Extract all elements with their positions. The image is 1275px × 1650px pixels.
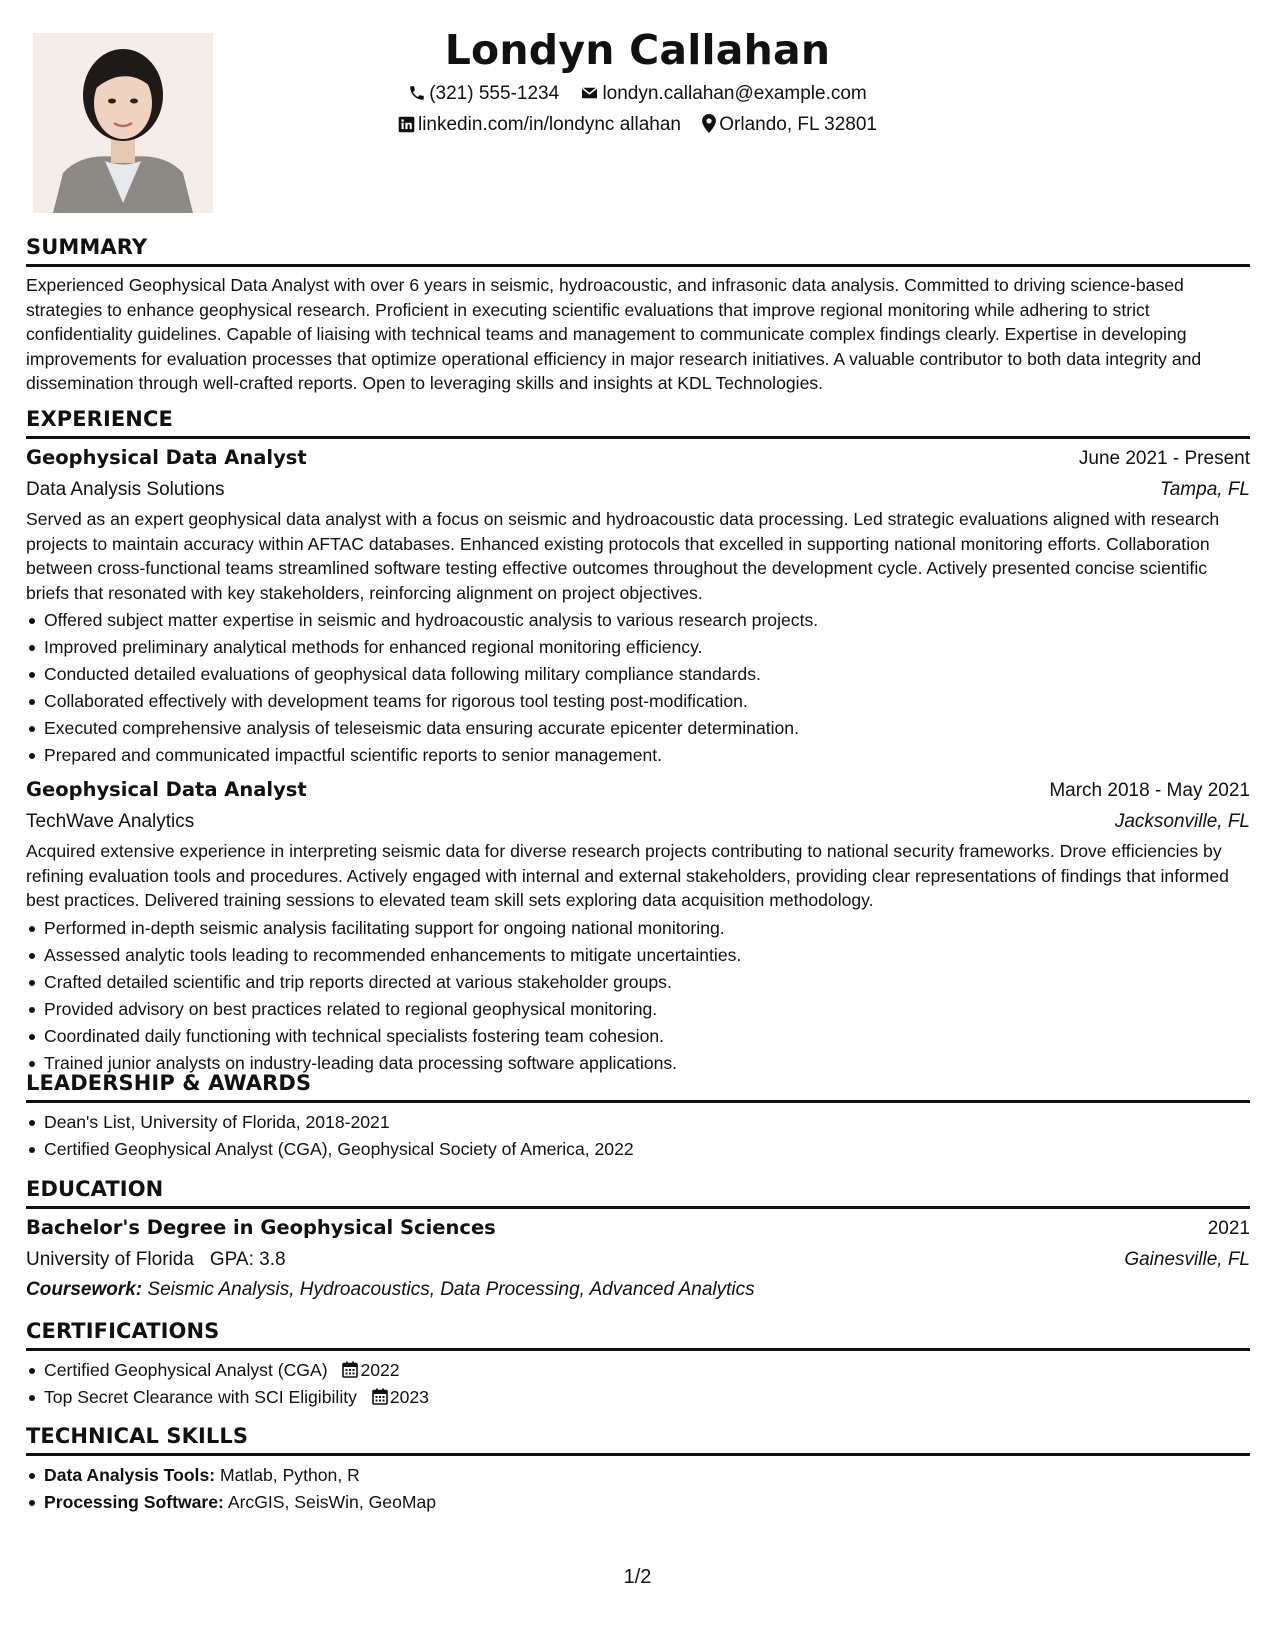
job-header xyxy=(26,443,1250,474)
cert-year: 2022 xyxy=(360,1360,400,1380)
job-bullets xyxy=(26,607,1250,769)
contact-line-1 xyxy=(0,78,1275,109)
job-entry xyxy=(26,443,1250,769)
map-pin-icon xyxy=(702,114,716,133)
coursework-label: Coursework: xyxy=(26,1279,143,1300)
resume-header xyxy=(0,22,1275,140)
list-item: Dean's List, University of Florida, 2018-2021 xyxy=(26,1109,1250,1136)
skill-value: ArcGIS, SeisWin, GeoMap xyxy=(227,1492,437,1512)
phone-item xyxy=(408,78,559,109)
calendar-icon xyxy=(342,1361,358,1378)
education-heading: EDUCATION xyxy=(26,1175,1250,1209)
list-item: Performed in-depth seismic analysis facilitating support for ongoing national monitoring. xyxy=(26,915,1250,942)
list-item: Assessed analytic tools leading to recommended enhancements to mitigate uncertainties. xyxy=(26,942,1250,969)
education-section xyxy=(26,1175,1250,1305)
certifications-section xyxy=(26,1317,1250,1411)
skill-label: Processing Software: xyxy=(44,1492,224,1512)
list-item xyxy=(26,1462,1250,1489)
location-item xyxy=(702,109,877,140)
job-entry xyxy=(26,775,1250,1077)
job-dates: June 2021 - Present xyxy=(1078,448,1250,469)
cert-name: Certified Geophysical Analyst (CGA) xyxy=(44,1360,328,1380)
list-item: Coordinated daily functioning with technical specialists fostering team cohesion. xyxy=(26,1023,1250,1050)
gpa: GPA: 3.8 xyxy=(209,1249,286,1270)
coursework-line xyxy=(26,1275,1250,1305)
summary-heading: SUMMARY xyxy=(26,233,1250,267)
email-text: londyn.callahan@example.com xyxy=(602,83,867,104)
job-company: Data Analysis Solutions xyxy=(26,479,225,500)
leadership-heading: LEADERSHIP & AWARDS xyxy=(26,1069,1250,1103)
leadership-list xyxy=(26,1109,1250,1163)
school-line xyxy=(26,1245,286,1275)
school-row xyxy=(26,1244,1250,1275)
experience-section xyxy=(26,405,1250,1077)
job-bullets xyxy=(26,915,1250,1077)
job-company: TechWave Analytics xyxy=(26,811,195,832)
job-description: Served as an expert geophysical data analyst with a focus on seismic and hydroacoustic data processing. Led strategic evaluations aligned with research projects to maintain accuracy within AFTAC databases. Enhanced existing protocols that excelled in supporting national monitoring efforts. Collaboration between cross-functional teams streamlined software testing effective outcomes throughout the development cycle. Actively presented concise scientific briefs that resonated with key stakeholders, reinforcing alignment on project objectives. xyxy=(26,509,1220,603)
list-item: Improved preliminary analytical methods for enhanced regional monitoring efficiency. xyxy=(26,634,1250,661)
linkedin-icon xyxy=(398,116,415,133)
summary-text: Experienced Geophysical Data Analyst with over 6 years in seismic, hydroacoustic, and infrasonic data analysis. Committed to driving science-based strategies to enhance geophysical research. Proficient in executing scientific evaluations that improve regional monitoring while adhering to strict confidentiality guidelines. Capable of liaising with technical teams and management to communicate complex findings clearly. Expertise in developing improvements for evaluation processes that optimize operational efficiency in major research initiatives. A valuable contributor to both data integrity and dissemination through well-crafted reports. Open to leveraging skills and insights at KDL Technologies. xyxy=(26,275,1202,393)
calendar-icon xyxy=(372,1388,388,1405)
list-item: Trained junior analysts on industry-leading data processing software applications. xyxy=(26,1050,1250,1077)
candidate-name: Londyn Callahan xyxy=(444,26,831,74)
list-item: Prepared and communicated impactful scientific reports to senior management. xyxy=(26,742,1250,769)
coursework-text: Seismic Analysis, Hydroacoustics, Data Processing, Advanced Analytics xyxy=(147,1279,755,1300)
school-name: University of Florida xyxy=(26,1249,194,1270)
list-item: Offered subject matter expertise in seismic and hydroacoustic analysis to various research projects. xyxy=(26,607,1250,634)
skill-label: Data Analysis Tools: xyxy=(44,1465,216,1485)
degree-row xyxy=(26,1213,1250,1244)
job-dates: March 2018 - May 2021 xyxy=(1049,780,1250,801)
phone-icon xyxy=(408,84,426,102)
location-text: Orlando, FL 32801 xyxy=(719,114,877,135)
list-item xyxy=(26,1357,1250,1384)
list-item: Conducted detailed evaluations of geophysical data following military compliance standards. xyxy=(26,661,1250,688)
email-item[interactable] xyxy=(580,78,866,109)
list-item: Collaborated effectively with development teams for rigorous tool testing post-modification. xyxy=(26,688,1250,715)
job-title: Geophysical Data Analyst xyxy=(26,778,307,801)
cert-name: Top Secret Clearance with SCI Eligibility xyxy=(44,1387,357,1407)
school-location: Gainesville, FL xyxy=(1124,1249,1250,1270)
certifications-heading: CERTIFICATIONS xyxy=(26,1317,1250,1351)
list-item: Crafted detailed scientific and trip reports directed at various stakeholder groups. xyxy=(26,969,1250,996)
job-location: Tampa, FL xyxy=(1159,479,1250,500)
summary-section xyxy=(26,233,1250,396)
job-title: Geophysical Data Analyst xyxy=(26,446,307,469)
list-item xyxy=(26,1489,1250,1516)
degree-year: 2021 xyxy=(1207,1218,1250,1239)
experience-heading: EXPERIENCE xyxy=(26,405,1250,439)
job-header xyxy=(26,775,1250,806)
skills-list xyxy=(26,1462,1250,1516)
job-description: Acquired extensive experience in interpreting seismic data for diverse research projects contributing to national security frameworks. Drove efficiencies by refining evaluation tools and procedures. Actively engaged with internal and external stakeholders, providing clear representations of findings that informed best practices. Delivered training sessions to elevated team skill sets exploring data acquisition methodology. xyxy=(26,841,1229,910)
list-item: Certified Geophysical Analyst (CGA), Geophysical Society of America, 2022 xyxy=(26,1136,1250,1163)
cert-year: 2023 xyxy=(389,1387,429,1407)
contact-line-2 xyxy=(0,109,1275,140)
certifications-list xyxy=(26,1357,1250,1411)
skills-heading: TECHNICAL SKILLS xyxy=(26,1422,1250,1456)
degree-title: Bachelor's Degree in Geophysical Sciences xyxy=(26,1216,496,1239)
list-item: Provided advisory on best practices related to regional geophysical monitoring. xyxy=(26,996,1250,1023)
page-number: 1/2 xyxy=(623,1566,652,1588)
linkedin-text: linkedin.com/in/londync allahan xyxy=(417,114,681,135)
envelope-icon xyxy=(580,84,599,102)
list-item xyxy=(26,1384,1250,1411)
phone-text: (321) 555-1234 xyxy=(429,83,560,104)
job-location: Jacksonville, FL xyxy=(1114,811,1250,832)
job-subheader xyxy=(26,806,1250,837)
linkedin-item[interactable] xyxy=(398,109,681,140)
skill-value: Matlab, Python, R xyxy=(219,1465,360,1485)
job-subheader xyxy=(26,474,1250,505)
list-item: Executed comprehensive analysis of teleseismic data ensuring accurate epicenter determination. xyxy=(26,715,1250,742)
leadership-section xyxy=(26,1069,1250,1163)
skills-section xyxy=(26,1422,1250,1516)
